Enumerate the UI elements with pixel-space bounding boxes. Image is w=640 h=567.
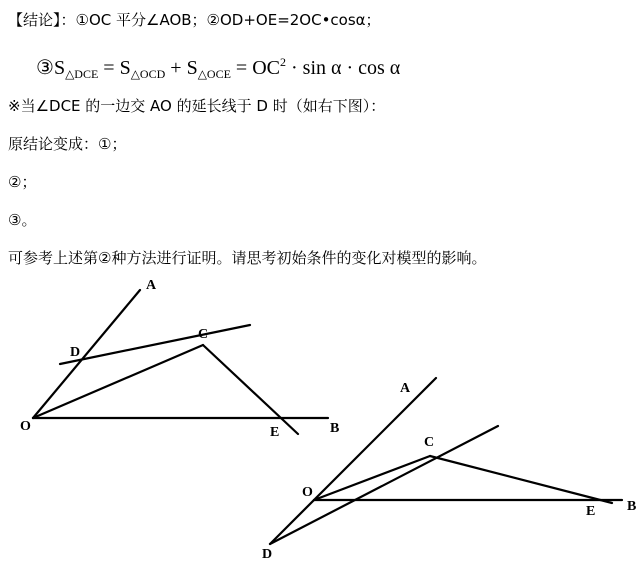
fig1-ray-oa (33, 290, 140, 418)
item-3-line: ③。 (8, 211, 37, 229)
sub-oce: △OCE (197, 67, 231, 81)
formula-number: ③ (36, 57, 54, 79)
fig1-line-ce (203, 345, 298, 434)
formula-trig: · sin α · cos α (291, 57, 401, 79)
fig2-line-da (270, 378, 436, 544)
formula-s1: S (53, 57, 66, 79)
formula-s3: S (186, 57, 198, 79)
figure-2 (270, 378, 622, 544)
fig2-segment-oc (314, 456, 430, 500)
fig2-label-a: A (400, 381, 411, 396)
fig2-label-e: E (586, 504, 596, 519)
figure-1 (33, 290, 328, 434)
formula-exponent: 2 (280, 55, 286, 69)
fig1-line-dc (60, 325, 250, 364)
hint-line: 可参考上述第②种方法进行证明。请思考初始条件的变化对模型的影响。 (8, 249, 487, 267)
fig1-label-c: C (198, 327, 209, 342)
sub-dce: △DCE (65, 67, 99, 81)
fig2-line-ce (430, 456, 612, 503)
figure-2-labels (262, 381, 636, 562)
formula-oc: OC (252, 57, 280, 79)
fig2-label-c: C (424, 435, 435, 450)
fig1-label-e: E (270, 425, 280, 440)
condition-line: ※当∠DCE 的一边交 AO 的延长线于 D 时（如右下图）： (8, 97, 386, 115)
item-2-line: ②； (8, 173, 37, 191)
fig1-label-o: O (20, 419, 31, 434)
fig1-segment-oc (33, 345, 203, 418)
fig1-label-a: A (146, 278, 157, 293)
plus-sign: + (170, 57, 182, 79)
fig2-label-b: B (627, 499, 637, 514)
formula-s2: S (119, 57, 131, 79)
changed-conclusion-line: 原结论变成：①； (8, 135, 127, 153)
conclusion-line: 【结论】：①OC 平分∠AOB；②OD+OE=2OC•cosα； (8, 11, 381, 29)
fig1-label-b: B (330, 421, 340, 436)
fig2-label-d: D (262, 547, 273, 562)
equals-sign: = (103, 57, 115, 79)
sub-ocd: △OCD (130, 67, 166, 81)
fig1-label-d: D (70, 345, 81, 360)
equals-sign-2: = (235, 57, 248, 79)
fig2-label-o: O (302, 485, 313, 500)
figure-1-labels (20, 278, 339, 440)
